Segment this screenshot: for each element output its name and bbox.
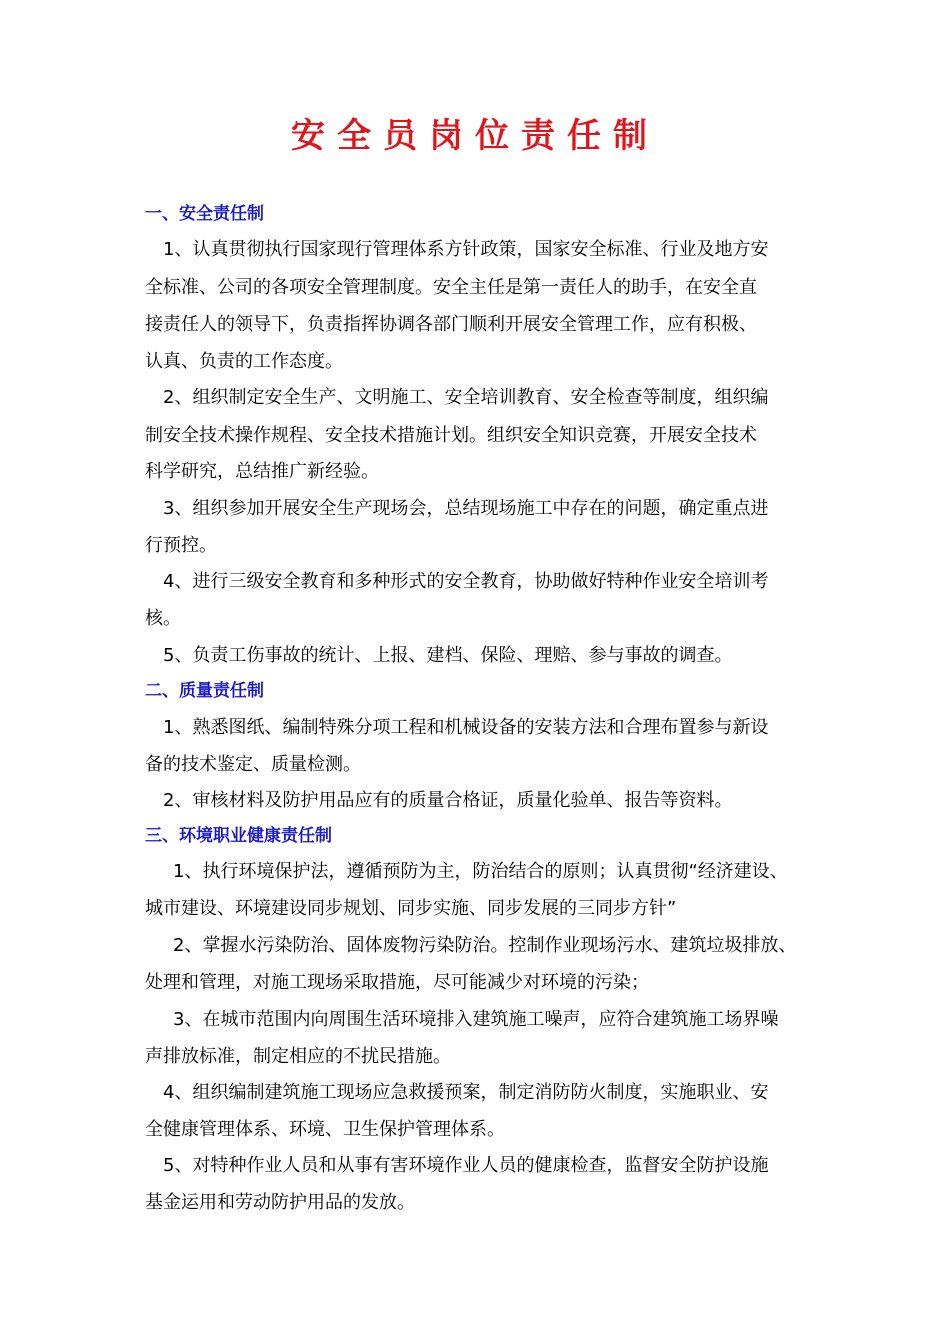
- paragraph-line: 认真、负责的工作态度。: [145, 351, 343, 372]
- section-heading-quality: 二、质量责任制: [145, 681, 264, 701]
- paragraph-line: 5、负责工伤事故的统计、上报、建档、保险、理赔、参与事故的调查。: [163, 645, 733, 666]
- paragraph-line: 处理和管理，对施工现场采取措施，尽可能减少对环境的污染；: [145, 972, 649, 993]
- paragraph-line: 2、掌握水污染防治、固体废物污染防治。控制作业现场污水、建筑垃圾排放、: [173, 935, 797, 956]
- paragraph-line: 基金运用和劳动防护用品的发放。: [145, 1192, 415, 1213]
- paragraph-line: 4、进行三级安全教育和多种形式的安全教育，协助做好特种作业安全培训考: [163, 571, 769, 592]
- paragraph-line: 5、对特种作业人员和从事有害环境作业人员的健康检查，监督安全防护设施: [163, 1155, 769, 1176]
- paragraph-line: 4、组织编制建筑施工现场应急救援预案，制定消防防火制度，实施职业、安: [163, 1082, 769, 1103]
- paragraph-line: 制安全技术操作规程、安全技术措施计划。组织安全知识竞赛，开展安全技术: [145, 425, 757, 446]
- paragraph-line: 1、熟悉图纸、编制特殊分项工程和机械设备的安装方法和合理布置参与新设: [163, 717, 769, 738]
- paragraph-line: 2、组织制定安全生产、文明施工、安全培训教育、安全检查等制度，组织编: [163, 387, 769, 408]
- paragraph-line: 全标准、公司的各项安全管理制度。安全主任是第一责任人的助手，在安全直: [145, 277, 757, 298]
- paragraph-line: 行预控。: [145, 535, 217, 556]
- paragraph-line: 科学研究，总结推广新经验。: [145, 461, 379, 482]
- paragraph-line: 接责任人的领导下，负责指挥协调各部门顺利开展安全管理工作，应有积极、: [145, 314, 757, 335]
- paragraph-line: 1、认真贯彻执行国家现行管理体系方针政策，国家安全标准、行业及地方安: [163, 239, 769, 260]
- section-heading-environment-health: 三、环境职业健康责任制: [145, 826, 332, 846]
- paragraph-line: 城市建设、环境建设同步规划、同步实施、同步发展的三同步方针”: [145, 898, 677, 919]
- paragraph-line: 1、执行环境保护法，遵循预防为主，防治结合的原则；认真贯彻“经济建设、: [173, 861, 788, 882]
- paragraph-line: 3、在城市范围内向周围生活环境排入建筑施工噪声，应符合建筑施工场界噪: [173, 1009, 779, 1030]
- paragraph-line: 核。: [145, 608, 181, 629]
- page-title: 安全员岗位责任制: [291, 116, 659, 156]
- paragraph-line: 3、组织参加开展安全生产现场会，总结现场施工中存在的问题，确定重点进: [163, 498, 769, 519]
- paragraph-line: 备的技术鉴定、质量检测。: [145, 754, 361, 775]
- paragraph-line: 声排放标准，制定相应的不扰民措施。: [145, 1046, 451, 1067]
- section-heading-safety: 一、安全责任制: [145, 204, 264, 224]
- paragraph-line: 全健康管理体系、环境、卫生保护管理体系。: [145, 1119, 505, 1140]
- paragraph-line: 2、审核材料及防护用品应有的质量合格证，质量化验单、报告等资料。: [163, 790, 733, 811]
